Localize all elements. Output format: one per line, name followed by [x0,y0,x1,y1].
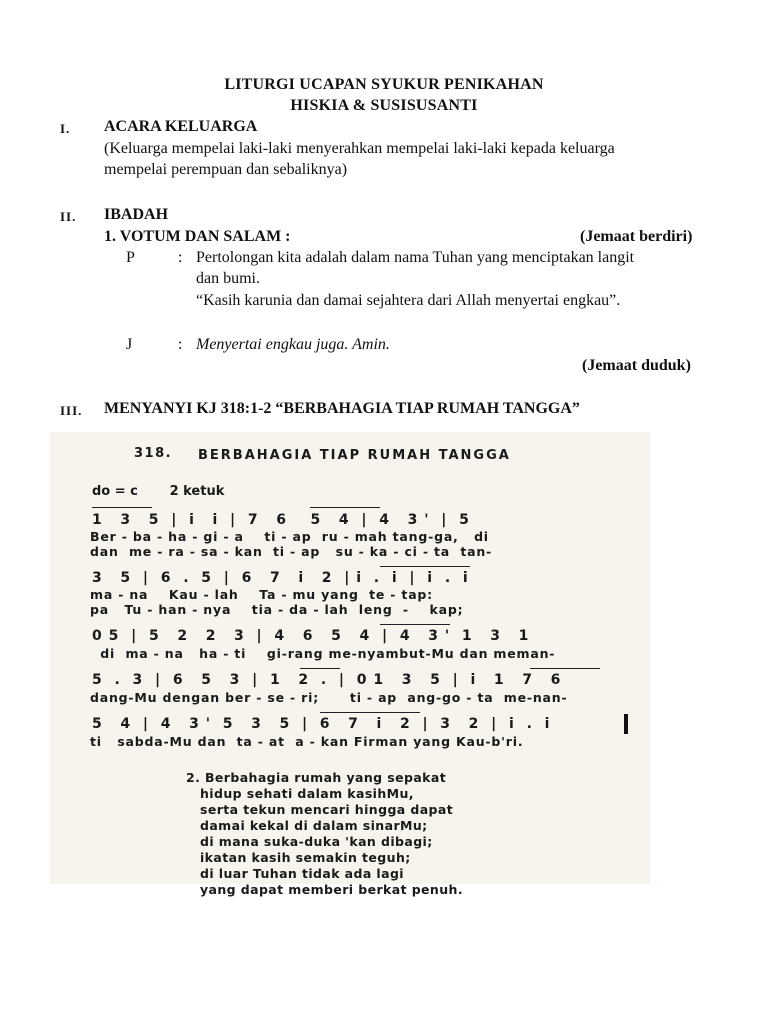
p-line-3: “Kasih karunia dan damai sejahtera dari Allah menyertai engkau”. [196,292,621,309]
verse2-line-2: hidup sehati dalam kasihMu, [200,786,414,801]
lyric-row-3: di ma - na ha - ti gi-rang me-nyambut-Mu dan meman- [90,646,556,661]
hymn-key: do = c 2 ketuk [92,484,225,499]
document-title: LITURGI UCAPAN SYUKUR PENIKAHAN [224,76,544,93]
beam-line [320,712,420,713]
section-3-heading: MENYANYI KJ 318:1-2 “BERBAHAGIA TIAP RUMAH TANGGA” [104,400,580,417]
lyric-row-1b: dan me - ra - sa - kan ti - ap su - ka - ci - ta tan- [90,544,493,559]
j-line: Menyertai engkau juga. Amin. [196,336,390,353]
notation-row-4: 5 . 3 | 6 5 3 | 1 2 . | 0 1 3 5 | i 1 7 6 [92,672,562,688]
votum-heading: 1. VOTUM DAN SALAM : [104,228,291,245]
beam-line [300,668,340,669]
sit-note: (Jemaat duduk) [582,357,691,374]
role-p: P [126,249,135,266]
verse2-line-8: yang dapat memberi berkat penuh. [200,882,463,897]
lyric-row-4: dang-Mu dengan ber - se - ri; ti - ap ang-go - ta me-nan- [90,690,568,705]
beam-line [530,668,600,669]
lyric-row-5: ti sabda-Mu dan ta - at a - kan Firman yang Kau-b'ri. [90,734,524,749]
p-line-2: dan bumi. [196,270,260,287]
p-line-1: Pertolongan kita adalah dalam nama Tuhan yang menciptakan langit [196,249,635,266]
section-2-numeral: II. [60,209,77,224]
verse2-line-7: di luar Tuhan tidak ada lagi [200,866,404,881]
verse2-line-6: ikatan kasih semakin teguh; [200,850,411,865]
beam-line [92,507,152,508]
document-subtitle: HISKIA & SUSISUSANTI [290,97,478,114]
notation-row-2: 3 5 | 6 . 5 | 6 7 i 2 | i . i | i . i [92,570,469,586]
section-3-numeral: III. [60,403,83,418]
notation-row-1: 1 3 5 | i i | 7 6 5 4 | 4 3 ' | 5 [92,512,470,528]
final-barline [624,714,628,734]
stand-note: (Jemaat berdiri) [580,228,693,245]
hymn-title: BERBAHAGIA TIAP RUMAH TANGGA [198,448,511,463]
hymn-number: 318. [134,446,173,461]
section-1-heading: ACARA KELUARGA [104,118,258,135]
verse2-line-5: di mana suka-duka 'kan dibagi; [200,834,433,849]
role-p-colon: : [178,249,183,266]
hymn-scan [50,432,650,897]
role-j: J [126,336,133,353]
lyric-row-1a: Ber - ba - ha - gi - a ti - ap ru - mah tang-ga, di [90,529,489,544]
lyric-row-2a: ma - na Kau - lah Ta - mu yang te - tap: [90,587,433,602]
beam-line [310,507,380,508]
section-1-numeral: I. [60,121,71,136]
role-j-colon: : [178,336,183,353]
section-2-heading: IBADAH [104,206,169,223]
verse2-line-4: damai kekal di dalam sinarMu; [200,818,428,833]
notation-row-3: 0 5 | 5 2 2 3 | 4 6 5 4 | 4 3 ' 1 3 1 [92,628,530,644]
verse2-line-1: 2. Berbahagia rumah yang sepakat [186,770,447,785]
beam-line [380,566,470,567]
beam-line [380,624,450,625]
notation-row-5: 5 4 | 4 3 ' 5 3 5 | 6 7 i 2 | 3 2 | i . i [92,716,551,732]
lyric-row-2b: pa Tu - han - nya tia - da - lah leng - kap; [90,602,464,617]
verse2-line-3: serta tekun mencari hingga dapat [200,802,454,817]
section-1-line-1: (Keluarga mempelai laki-laki menyerahkan mempelai laki-laki kepada keluarga [104,140,615,157]
section-1-line-2: mempelai perempuan dan sebaliknya) [104,161,348,178]
